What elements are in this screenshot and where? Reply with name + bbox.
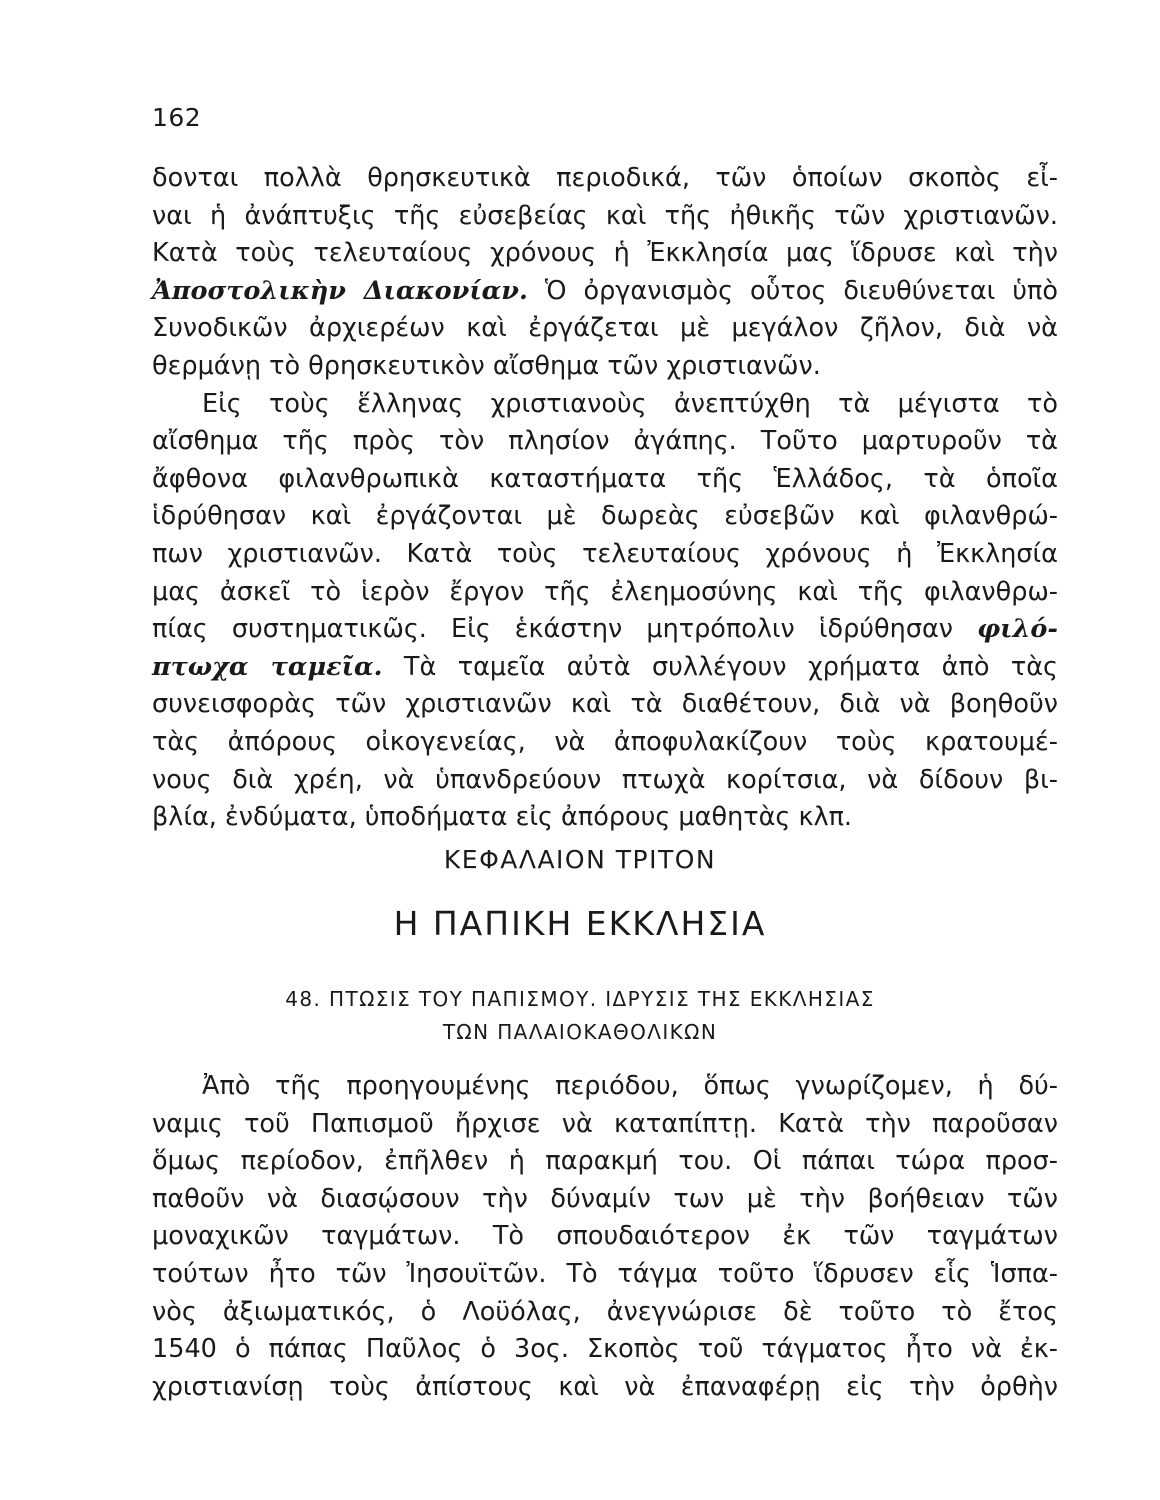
text-line: Κατὰ τοὺς τελευταίους χρόνους ἡ Ἐκκλησία μας ἵδρυσε καὶ τὴν: [152, 238, 1058, 269]
text-line: ναι ἡ ἀνάπτυξις τῆς εὐσεβείας καὶ τῆς ἠθικῆς τῶν χριστιανῶν.: [152, 200, 1058, 231]
text-fragment: Τὰ ταμεῖα αὐτὰ συλλέγουν χρήματα ἀπὸ τὰς: [382, 651, 1058, 682]
emphasized-term: Ἀποστολικὴν Διακονίαν.: [152, 275, 528, 306]
section-heading-line: ΤΩΝ ΠΑΛΑΙΟΚΑΘΟΛΙΚΩΝ: [442, 1020, 718, 1044]
text-line: βλία, ἐνδύματα, ὑποδήματα εἰς ἀπόρους μαθητὰς κλπ.: [152, 802, 853, 833]
section-heading: [0, 983, 1160, 1049]
text-line: συνεισφορὰς τῶν χριστιανῶν καὶ τὰ διαθέτουν, διὰ νὰ βοηθοῦν: [152, 689, 1058, 720]
text-fragment: πίας συστηματικῶς. Εἰς ἑκάστην μητρόπολιν ἱδρύθησαν: [152, 614, 978, 645]
section-heading-line: 48. ΠΤΩΣΙΣ ΤΟΥ ΠΑΠΙΣΜΟΥ. ΙΔΡΥΣΙΣ ΤΗΣ ΕΚΚΛΗΣΙΑΣ: [285, 987, 875, 1011]
chapter-title: Η ΠΑΠΙΚΗ ΕΚΚΛΗΣΙΑ: [393, 904, 767, 943]
text-line: ἱδρύθησαν καὶ ἐργάζονται μὲ δωρεὰς εὐσεβῶν καὶ φιλανθρώ-: [152, 501, 1058, 532]
text-line: παθοῦν νὰ διασῴσουν τὴν δύναμίν των μὲ τὴν βοήθειαν τῶν: [152, 1183, 1058, 1214]
text-line: Ἀπὸ τῆς προηγουμένης περιόδου, ὅπως γνωρίζομεν, ἡ δύ-: [202, 1071, 1058, 1101]
text-line: αἴσθημα τῆς πρὸς τὸν πλησίον ἀγάπης. Τοῦτο μαρτυροῦν τὰ: [152, 426, 1058, 457]
text-line: δονται πολλὰ θρησκευτικὰ περιοδικά, τῶν ὁποίων σκοπὸς εἶ-: [152, 163, 1058, 193]
text-line: 1540 ὁ πάπας Παῦλος ὁ 3ος. Σκοπὸς τοῦ τάγματος ἦτο νὰ ἐκ-: [152, 1334, 1058, 1365]
text-line: θερμάνῃ τὸ θρησκευτικὸν αἴσθημα τῶν χριστιανῶν.: [152, 350, 821, 381]
text-line: τούτων ἦτο τῶν Ἰησουϊτῶν. Τὸ τάγμα τοῦτο ἵδρυσεν εἷς Ἱσπα-: [152, 1258, 1058, 1289]
text-block-lower: [152, 1068, 1058, 1406]
text-line: [152, 611, 1058, 649]
text-line: ὅμως περίοδον, ἐπῆλθεν ἡ παρακμή του. Οἱ πάπαι τώρα προσ-: [152, 1146, 1058, 1177]
text-fragment: Ὁ ὀργανισμὸς οὗτος διευθύνεται ὑπὸ: [527, 275, 1058, 306]
text-line: πων χριστιανῶν. Κατὰ τοὺς τελευταίους χρόνους ἡ Ἐκκλησία: [152, 538, 1058, 569]
page-number: 162: [152, 103, 202, 132]
text-line: [152, 273, 1058, 311]
emphasized-term: φιλό-: [977, 614, 1058, 645]
text-block-upper: [152, 160, 1058, 837]
text-line: Συνοδικῶν ἀρχιερέων καὶ ἐργάζεται μὲ μεγάλον ζῆλον, διὰ νὰ: [152, 313, 1058, 344]
text-line: Εἰς τοὺς ἕλληνας χριστιανοὺς ἀνεπτύχθη τὰ μέγιστα τὸ: [202, 388, 1058, 419]
text-line: μας ἀσκεῖ τὸ ἱερὸν ἔργον τῆς ἐλεημοσύνης καὶ τῆς φιλανθρω-: [152, 576, 1058, 607]
text-line: νὸς ἀξιωματικός, ὁ Λοϋόλας, ἀνεγνώρισε δὲ τοῦτο τὸ ἔτος: [152, 1296, 1058, 1327]
text-line: τὰς ἀπόρους οἰκογενείας, νὰ ἀποφυλακίζουν τοὺς κρατουμέ-: [152, 726, 1058, 757]
text-line: [152, 649, 1058, 687]
text-line: ναμις τοῦ Παπισμοῦ ἤρχισε νὰ καταπίπτῃ. Κατὰ τὴν παροῦσαν: [152, 1108, 1058, 1139]
emphasized-term: πτωχα ταμεῖα.: [152, 651, 383, 682]
text-line: ἄφθονα φιλανθρωπικὰ καταστήματα τῆς Ἑλλάδος, τὰ ὁποῖα: [152, 463, 1058, 494]
text-line: νους διὰ χρέη, νὰ ὑπανδρεύουν πτωχὰ κορίτσια, νὰ δίδουν βι-: [152, 764, 1058, 795]
text-line: χριστιανίσῃ τοὺς ἀπίστους καὶ νὰ ἐπαναφέρῃ εἰς τὴν ὀρθὴν: [152, 1371, 1058, 1402]
text-line: μοναχικῶν ταγμάτων. Τὸ σπουδαιότερον ἐκ τῶν ταγμάτων: [152, 1221, 1058, 1252]
chapter-label: ΚΕΦΑΛΑΙΟΝ ΤΡΙΤΟΝ: [443, 845, 717, 874]
